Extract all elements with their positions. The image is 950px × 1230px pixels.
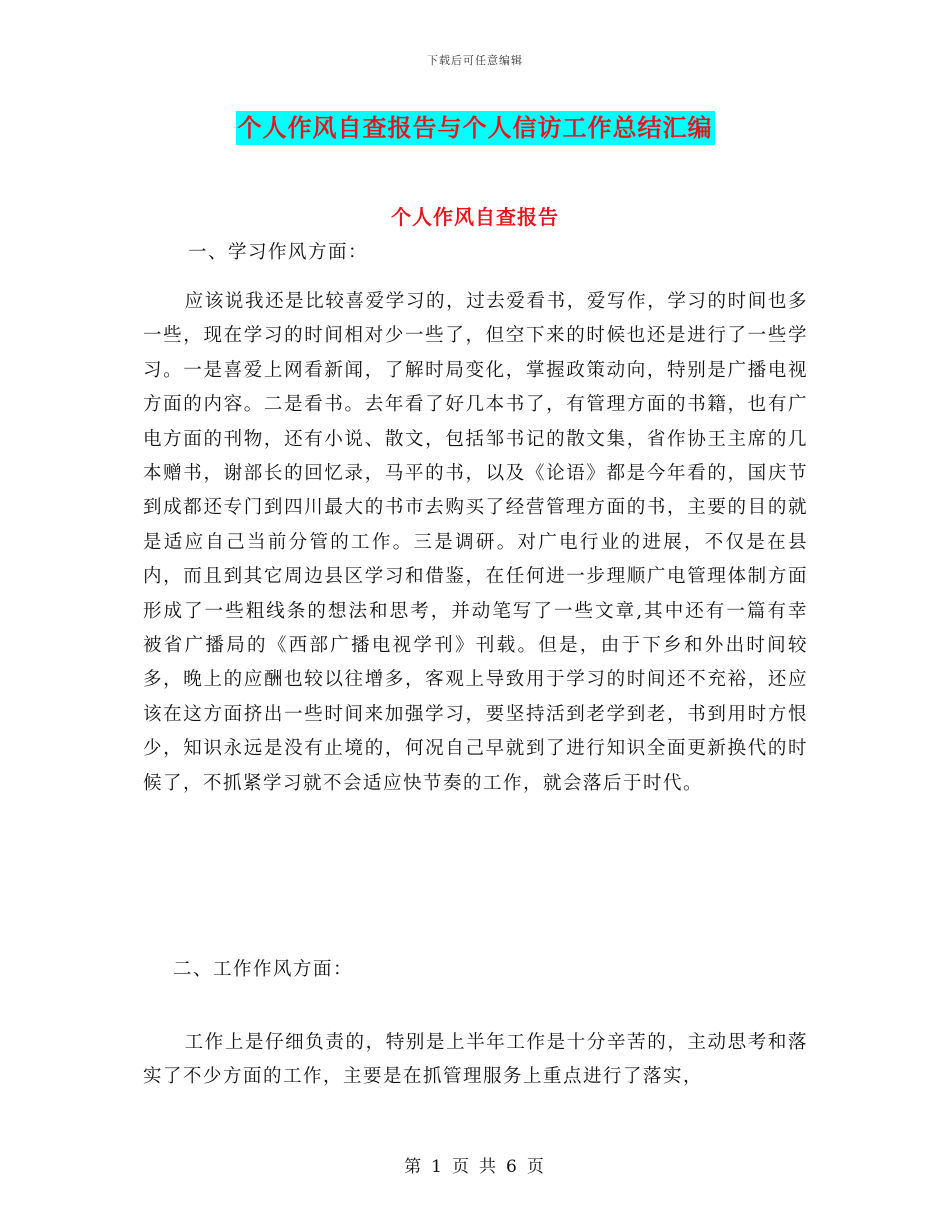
paragraph-work-style: 工作上是仔细负责的，特别是上半年工作是十分辛苦的，主动思考和落实了不少方面的工作，主要是在抓管理服务上重点进行了落实， [143,1032,808,1088]
footer-total-label: 共 [479,1157,498,1177]
page-footer [0,1152,950,1177]
footer-total-pages: 6 [506,1157,519,1177]
header-note: 下载后可任意编辑 [427,54,523,67]
main-title-wrap [0,111,950,145]
heading-study-style: 一、学习作风方面： [188,242,369,263]
footer-page-label: 页 [452,1157,471,1177]
footer-suffix: 页 [526,1157,546,1177]
section-title: 个人作风自查报告 [391,205,559,229]
heading-work-style: 二、工作作风方面： [173,959,354,980]
paragraph-study-style: 应该说我还是比较喜爱学习的，过去爱看书，爱写作，学习的时间也多一些，现在学习的时间相对少一些了，但空下来的时候也还是进行了一些学习。一是喜爱上网看新闻，了解时局变化，掌握政策动向，特别是广播电视方面的内容。二是看书。去年看了好几本书了，有管理方面的书籍，也有广电方面的刊物，还有小说、散文，包括邹书记的散文集，省作协王主席的几本赠书，谢部长的回忆录，马平的书，以及《论语》都是今年看的，国庆节到成都还专门到四川最大的书市去购买了经营管理方面的书，主要的目的就是适应自己当前分管的工作。三是调研。对广电行业的进展，不仅是在县内，而且到其它周边县区学习和借鉴，在任何进一步理顺广电管理体制方面形成了一些粗线条的想法和思考，并动笔写了一些文章,其中还有一篇有幸被省广播局的《西部广播电视学刊》刊载。但是，由于下乡和外出时间较多，晚上的应酬也较以往增多，客观上导致用于学习的时间还不充裕，还应该在这方面挤出一些时间来加强学习，要坚持活到老学到老，书到用时方恨少，知识永远是没有止境的，何况自己早就到了进行知识全面更新换代的时候了，不抓紧学习就不会适应快节奏的工作，就会落后于时代。 [143,291,808,794]
footer-prefix: 第 [404,1157,424,1177]
main-title: 个人作风自查报告与个人信访工作总结汇编 [236,111,715,145]
footer-page-number: 1 [431,1157,444,1177]
